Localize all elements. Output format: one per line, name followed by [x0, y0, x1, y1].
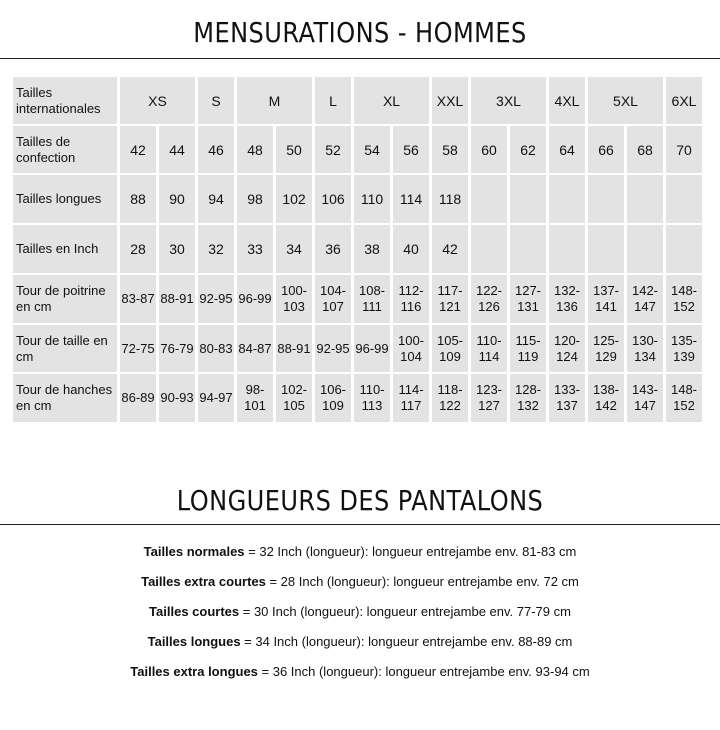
table-cell: 66 [588, 126, 624, 173]
table-cell: 108-111 [354, 275, 390, 323]
row-waist [13, 325, 702, 372]
empty-cell [627, 225, 663, 273]
table-cell: 48 [237, 126, 273, 173]
table-cell: 110-114 [471, 325, 507, 372]
table-cell: 110-113 [354, 374, 390, 422]
size-cell: XL [354, 77, 429, 124]
table-cell: 90 [159, 175, 195, 223]
table-cell: 34 [276, 225, 312, 273]
row-label: Tour de poitrine en cm [13, 275, 117, 323]
empty-cell [588, 175, 624, 223]
table-cell: 88-91 [276, 325, 312, 372]
table-cell: 38 [354, 225, 390, 273]
table-cell: 44 [159, 126, 195, 173]
table-cell: 94 [198, 175, 234, 223]
table-cell: 132-136 [549, 275, 585, 323]
length-line [0, 663, 720, 693]
trouser-lengths-list [0, 543, 720, 693]
table-cell: 54 [354, 126, 390, 173]
row-confection-sizes [13, 126, 702, 173]
empty-cell [666, 175, 702, 223]
table-cell: 76-79 [159, 325, 195, 372]
table-cell: 148-152 [666, 374, 702, 422]
empty-cell [471, 225, 507, 273]
table-cell: 98-101 [237, 374, 273, 422]
table-cell: 122-126 [471, 275, 507, 323]
table-cell: 118 [432, 175, 468, 223]
table-cell: 42 [120, 126, 156, 173]
table-cell: 102-105 [276, 374, 312, 422]
table-cell: 138-142 [588, 374, 624, 422]
table-cell: 118-122 [432, 374, 468, 422]
row-international-sizes [13, 77, 702, 124]
table-cell: 62 [510, 126, 546, 173]
length-text: = 34 Inch (longueur): longueur entrejambe env. 88-89 cm [240, 634, 573, 649]
row-label: Tailles longues [13, 175, 117, 223]
table-cell: 143-147 [627, 374, 663, 422]
size-cell: 3XL [471, 77, 546, 124]
table-cell: 46 [198, 126, 234, 173]
table-cell: 92-95 [315, 325, 351, 372]
length-line [0, 543, 720, 573]
table-cell: 52 [315, 126, 351, 173]
table-cell: 117-121 [432, 275, 468, 323]
table-cell: 123-127 [471, 374, 507, 422]
length-line [0, 603, 720, 633]
table-cell: 102 [276, 175, 312, 223]
size-cell: M [237, 77, 312, 124]
size-cell: 6XL [666, 77, 702, 124]
size-cell: 4XL [549, 77, 585, 124]
page-title: MENSURATIONS - HOMMES [193, 16, 527, 49]
size-cell: L [315, 77, 351, 124]
table-cell: 96-99 [354, 325, 390, 372]
row-inch-sizes [13, 225, 702, 273]
length-label: Tailles normales [143, 544, 245, 559]
empty-cell [549, 225, 585, 273]
table-cell: 30 [159, 225, 195, 273]
empty-cell [471, 175, 507, 223]
table-cell: 130-134 [627, 325, 663, 372]
table-cell: 106 [315, 175, 351, 223]
empty-cell [549, 175, 585, 223]
table-cell: 148-152 [666, 275, 702, 323]
empty-cell [510, 225, 546, 273]
table-cell: 90-93 [159, 374, 195, 422]
table-cell: 106-109 [315, 374, 351, 422]
length-text: = 28 Inch (longueur): longueur entrejambe env. 72 cm [265, 574, 579, 589]
table-cell: 88 [120, 175, 156, 223]
table-cell: 32 [198, 225, 234, 273]
table-cell: 135-139 [666, 325, 702, 372]
row-label: Tailles de confection [13, 126, 117, 173]
length-text: = 36 Inch (longueur): longueur entrejambe env. 93-94 cm [257, 664, 590, 679]
length-line [0, 573, 720, 603]
empty-cell [588, 225, 624, 273]
table-cell: 120-124 [549, 325, 585, 372]
table-cell: 115-119 [510, 325, 546, 372]
size-cell: 5XL [588, 77, 663, 124]
size-cell: S [198, 77, 234, 124]
table-cell: 100-104 [393, 325, 429, 372]
table-cell: 98 [237, 175, 273, 223]
empty-cell [510, 175, 546, 223]
table-cell: 68 [627, 126, 663, 173]
table-cell: 50 [276, 126, 312, 173]
section-title: LONGUEURS DES PANTALONS [176, 484, 544, 517]
table-cell: 128-132 [510, 374, 546, 422]
table-cell: 28 [120, 225, 156, 273]
table-cell: 142-147 [627, 275, 663, 323]
table-cell: 114 [393, 175, 429, 223]
table-cell: 112-116 [393, 275, 429, 323]
table-cell: 33 [237, 225, 273, 273]
table-cell: 88-91 [159, 275, 195, 323]
table-cell: 137-141 [588, 275, 624, 323]
table-cell: 104-107 [315, 275, 351, 323]
table-cell: 133-137 [549, 374, 585, 422]
table-cell: 86-89 [120, 374, 156, 422]
table-cell: 64 [549, 126, 585, 173]
row-label: Tailles internationales [13, 77, 117, 124]
empty-cell [627, 175, 663, 223]
table-cell: 83-87 [120, 275, 156, 323]
table-cell: 110 [354, 175, 390, 223]
table-cell: 80-83 [198, 325, 234, 372]
table-cell: 96-99 [237, 275, 273, 323]
size-cell: XS [120, 77, 195, 124]
row-hips [13, 374, 702, 422]
table-cell: 84-87 [237, 325, 273, 372]
table-cell: 72-75 [120, 325, 156, 372]
length-label: Tailles longues [147, 634, 241, 649]
table-cell: 70 [666, 126, 702, 173]
length-text: = 30 Inch (longueur): longueur entrejambe env. 77-79 cm [239, 604, 571, 619]
length-label: Tailles extra courtes [141, 574, 266, 589]
length-line [0, 633, 720, 663]
table-cell: 60 [471, 126, 507, 173]
row-label: Tour de taille en cm [13, 325, 117, 372]
length-label: Tailles extra longues [130, 664, 258, 679]
table-cell: 58 [432, 126, 468, 173]
length-label: Tailles courtes [149, 604, 240, 619]
table-cell: 100-103 [276, 275, 312, 323]
row-chest [13, 275, 702, 323]
table-cell: 92-95 [198, 275, 234, 323]
empty-cell [666, 225, 702, 273]
size-cell: XXL [432, 77, 468, 124]
table-cell: 40 [393, 225, 429, 273]
table-cell: 56 [393, 126, 429, 173]
title-divider [0, 58, 720, 59]
length-text: = 32 Inch (longueur): longueur entrejambe env. 81-83 cm [244, 544, 577, 559]
table-cell: 127-131 [510, 275, 546, 323]
table-cell: 42 [432, 225, 468, 273]
size-table [10, 75, 705, 424]
table-cell: 105-109 [432, 325, 468, 372]
row-long-sizes [13, 175, 702, 223]
section-divider [0, 524, 720, 525]
row-label: Tailles en Inch [13, 225, 117, 273]
table-cell: 125-129 [588, 325, 624, 372]
table-cell: 114-117 [393, 374, 429, 422]
row-label: Tour de hanches en cm [13, 374, 117, 422]
table-cell: 36 [315, 225, 351, 273]
table-cell: 94-97 [198, 374, 234, 422]
